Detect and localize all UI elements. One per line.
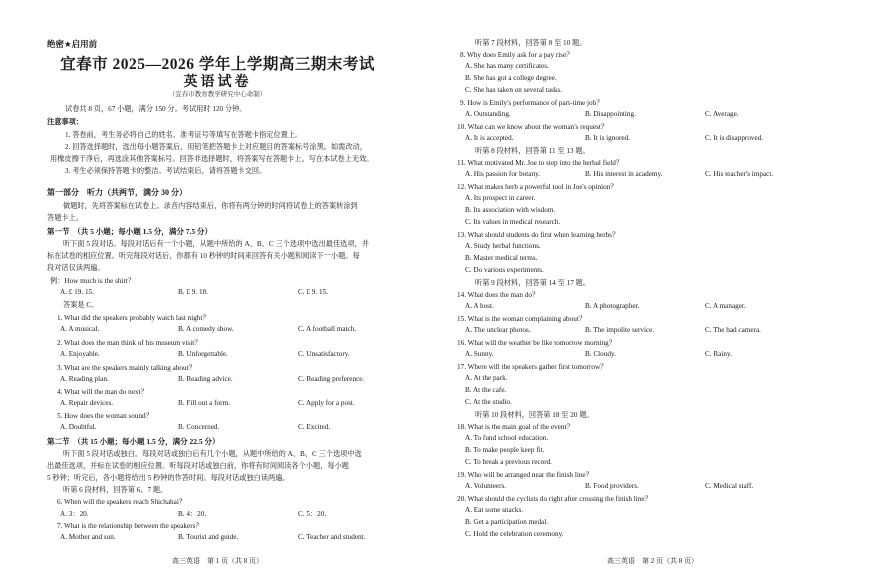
section-1-heading: 第一节 （共 5 小题；每小题 1.5 分，满分 7.5 分）	[47, 227, 212, 236]
section-1-intro: 听下面 5 段对话。每段对话后有一个小题，从题中所给的 A、B、C 三个选项中选出最佳选项，并	[63, 240, 369, 248]
q17-option-c: C. At the studio.	[465, 398, 512, 406]
question-1: 1. What did the speakers probably watch last night？	[57, 314, 210, 322]
q20-option-b: B. Get a participation medal.	[465, 518, 549, 526]
q7-option-b: B. Tourist and guide.	[178, 533, 239, 541]
q12-option-b: B. Its association with wisdom.	[465, 206, 556, 214]
q11-option-c: C. His teacher's impact.	[705, 170, 774, 178]
question-5: 5. How does the woman sound？	[57, 412, 153, 420]
question-17: 17. Where will the speakers gather first tomorrow？	[457, 363, 608, 371]
material-7-instruction: 听第 7 段材料，回答第 8 至 10 题。	[475, 39, 587, 47]
q3-option-c: C. Reading preference.	[298, 375, 365, 383]
q17-option-b: B. At the cafe.	[465, 386, 507, 394]
q11-option-b: B. His interest in academy.	[585, 170, 663, 178]
section-2-intro: 听下面 5 段对话或独白。每段对话或独白后有几个小题，从题中所给的 A、B、C 三个选项中选	[63, 450, 362, 458]
q5-option-c: C. Excited.	[298, 423, 331, 431]
q5-option-a: A. Doubtful.	[60, 423, 97, 431]
question-10: 10. What can we know about the woman's request？	[457, 123, 609, 131]
q9-option-a: A. Outstanding.	[465, 110, 511, 118]
part-1-heading: 第一部分 听力（共两节，满分 30 分）	[47, 188, 187, 197]
example-question: 例：How much is the shirt？	[50, 277, 136, 285]
q14-option-c: C. A manager.	[705, 302, 746, 310]
example-answer: 答案是 C。	[63, 301, 99, 309]
q3-option-b: B. Reading advice.	[178, 375, 233, 383]
q14-option-b: B. A photographer.	[585, 302, 640, 310]
q11-option-a: A. His passion for botany.	[465, 170, 540, 178]
confidential-mark: 绝密★启用前	[47, 40, 98, 50]
question-7: 7. What is the relationship between the speakers？	[57, 522, 203, 530]
q15-option-c: C. The bad camera.	[705, 326, 761, 334]
q6-option-a: A. 3：20.	[60, 510, 89, 518]
section-1-intro-3: 段对话仅读两遍。	[47, 264, 105, 272]
q19-option-b: B. Food providers.	[585, 482, 639, 490]
page-2-footer: 高三英语 第 2 页（共 8 页）	[607, 557, 698, 565]
question-3: 3. What are the speakers mainly talking about？	[57, 364, 196, 372]
q9-option-b: B. Disappointing.	[585, 110, 636, 118]
q13-option-a: A. Study herbal functions.	[465, 242, 541, 250]
q16-option-b: B. Cloudy.	[585, 350, 616, 358]
q6-option-c: C. 5：20.	[298, 510, 327, 518]
section-2-intro-2: 出最佳选项，并标在试卷的相应位置。听每段对话或独白前，你将有时间阅读各个小题，每小题	[47, 462, 349, 470]
question-9: 9. How is Emily's performance of part-time job？	[460, 99, 604, 107]
q16-option-a: A. Sunny.	[465, 350, 494, 358]
question-12: 12. What makes herb a powerful tool in Joe's opinion？	[457, 183, 618, 191]
section-1-intro-2: 标在试卷的相应位置。听完每段对话后，你都有 10 秒钟的时间来回答有关小题和阅读下一小题。每	[47, 252, 360, 260]
q13-option-b: B. Master medical terms.	[465, 254, 538, 262]
example-option-b: B. £ 9. 18.	[178, 288, 208, 296]
question-14: 14. What does the man do？	[457, 291, 540, 299]
q12-option-a: A. Its prospect in career.	[465, 194, 536, 202]
material-8-instruction: 听第 8 段材料，回答第 11 至 13 题。	[475, 147, 590, 155]
q8-option-b: B. She has got a college degree.	[465, 74, 557, 82]
question-16: 16. What will the weather be like tomorrow morning？	[457, 339, 616, 347]
exam-page-2	[435, 0, 870, 578]
note-3: 3. 考生必须保持答题卡的整洁。考试结束后，请将答题卡交回。	[65, 167, 267, 175]
q18-option-c: C. To break a previous record.	[465, 458, 552, 466]
q8-option-a: A. She has many certificates.	[465, 62, 549, 70]
exam-title: 宜春市 2025—2026 学年上学期高三期末考试	[60, 56, 375, 73]
q1-option-c: C. A football match.	[298, 325, 357, 333]
q10-option-b: B. It is ignored.	[585, 134, 630, 142]
q13-option-c: C. Do various experiments.	[465, 266, 544, 274]
note-1: 1. 答卷前，考生务必将自己的姓名、准考证号等填写在答题卡指定位置上。	[65, 131, 303, 139]
q17-option-a: A. At the park.	[465, 374, 508, 382]
q20-option-a: A. Eat some snacks.	[465, 506, 524, 514]
question-13: 13. What should students do first when learning herbs？	[457, 231, 620, 239]
section-2-heading: 第二节 （共 15 小题；每小题 1.5 分，满分 22.5 分）	[47, 437, 220, 446]
q15-option-a: A. The unclear photos.	[465, 326, 531, 334]
q19-option-a: A. Volunteers.	[465, 482, 507, 490]
q18-option-a: A. To fund school education.	[465, 434, 549, 442]
q2-option-b: B. Unforgettable.	[178, 350, 228, 358]
question-6: 6. When will the speakers reach Shichahai？	[57, 498, 186, 506]
q8-option-c: C. She has taken on several tasks.	[465, 86, 563, 94]
question-4: 4. What will the man do next？	[57, 388, 148, 396]
q18-option-b: B. To make people keep fit.	[465, 446, 545, 454]
question-19: 19. Who will be arranged near the finish line？	[457, 471, 593, 479]
question-11: 11. What motivated Mr. Joe to step into the herbal field？	[457, 159, 624, 167]
exam-subject: 英语试卷	[183, 75, 252, 90]
material-9-instruction: 听第 9 段材料，回答第 14 至 17 题。	[475, 279, 591, 287]
q1-option-a: A. A musical.	[60, 325, 100, 333]
q12-option-c: C. Its values in medical research.	[465, 218, 561, 226]
question-2: 2. What does the man think of his museum visit？	[57, 339, 202, 347]
material-10-instruction: 听第 10 段材料，回答第 18 至 20 题。	[475, 411, 594, 419]
q14-option-a: A. A host.	[465, 302, 494, 310]
note-2-cont: 用橡皮擦干净后，再选涂其他答案标号。回答非选择题时，将答案写在答题卡上。写在本试卷上无效。	[50, 155, 374, 163]
q9-option-c: C. Average.	[705, 110, 739, 118]
q4-option-a: A. Repair devices.	[60, 399, 114, 407]
exam-info: 试卷共 8 页，67 小题，满分 150 分。考试用时 120 分钟。	[65, 105, 247, 113]
page-1-footer: 高三英语 第 1 页（共 8 页）	[172, 557, 263, 565]
material-6-instruction: 听第 6 段材料，回答第 6、7 题。	[63, 486, 168, 494]
note-2: 2. 回答选择题时，选出每小题答案后，用铅笔把答题卡上对应题目的答案标号涂黑。如需改动，	[65, 143, 367, 151]
question-15: 15. What is the woman complaining about？	[457, 315, 587, 323]
q7-option-a: A. Mother and son.	[60, 533, 116, 541]
question-8: 8. Why does Emily ask for a pay rise？	[460, 51, 574, 59]
example-option-c: C. £ 9. 15.	[298, 288, 328, 296]
q10-option-a: A. It is accepted.	[465, 134, 514, 142]
section-2-intro-3: 5 秒钟；听完后，各小题将给出 5 秒钟的作答时间。每段对话或独白读两遍。	[47, 474, 290, 482]
notes-heading: 注意事项：	[47, 117, 83, 126]
q7-option-c: C. Teacher and student.	[298, 533, 366, 541]
q20-option-c: C. Hold the celebration ceremony.	[465, 530, 564, 538]
q1-option-b: B. A comedy show.	[178, 325, 234, 333]
part-1-intro-cont: 答题卡上。	[47, 214, 83, 222]
example-option-a: A. £ 19. 15.	[60, 288, 94, 296]
part-1-intro: 做题时，先将答案标在试卷上。录音内容结束后，你将有两分钟的时间将试卷上的答案转涂到	[63, 202, 358, 210]
q4-option-b: B. Fill out a form.	[178, 399, 230, 407]
q16-option-c: C. Rainy.	[705, 350, 732, 358]
question-20: 20. What should the cyclists do right after crossing the finish line？	[457, 495, 652, 503]
q2-option-c: C. Unsatisfactory.	[298, 350, 350, 358]
q3-option-a: A. Reading plan.	[60, 375, 109, 383]
exam-subtitle: （宜春市教育教学研究中心命制）	[168, 91, 267, 98]
q2-option-a: A. Enjoyable.	[60, 350, 100, 358]
q15-option-b: B. The impolite service.	[585, 326, 655, 334]
q6-option-b: B. 4：20.	[178, 510, 207, 518]
q10-option-c: C. It is disapproved.	[705, 134, 764, 142]
q5-option-b: B. Concerned.	[178, 423, 220, 431]
q19-option-c: C. Medical staff.	[705, 482, 754, 490]
question-18: 18. What is the main goal of the event？	[457, 423, 574, 431]
q4-option-c: C. Apply for a post.	[298, 399, 355, 407]
